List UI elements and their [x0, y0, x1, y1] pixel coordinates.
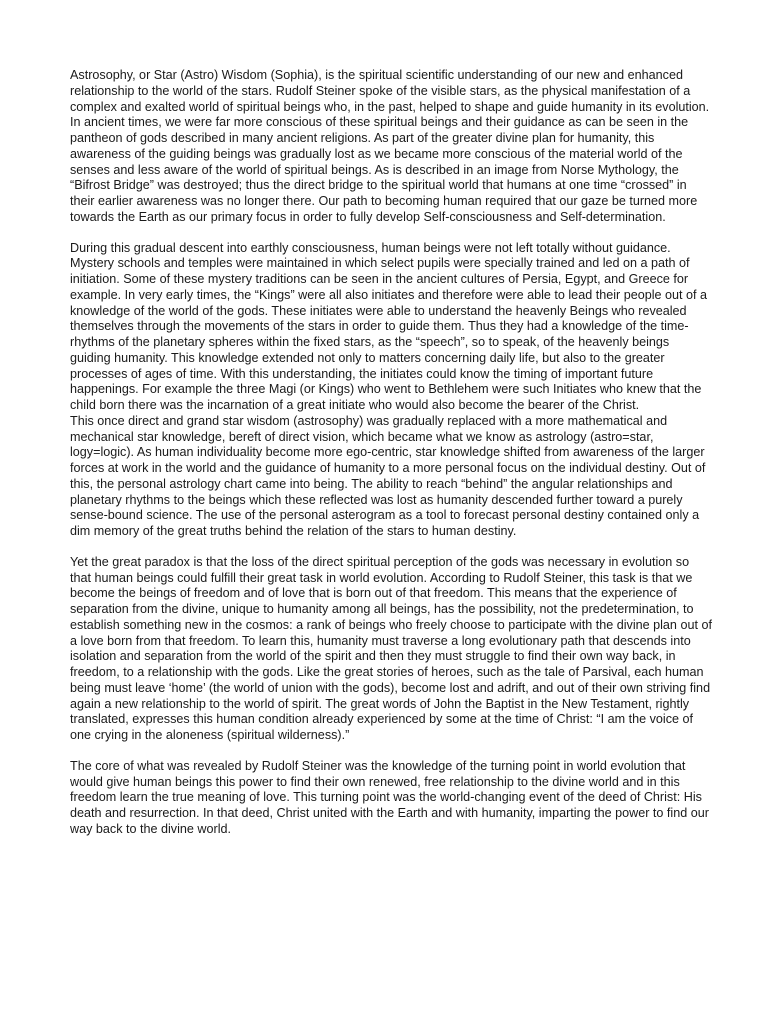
paragraph-earthly-descent: During this gradual descent into earthly consciousness, human beings were not left totally without guidance. Mystery schools and temples were maintained in which select pupils were specially trained and led on a path of initiation. Some of these mystery traditions can be seen in the ancient cultures of Persia, Egypt, and Greece for example. In very early times, the “Kings” were all also initiates and therefore were able to lead their people out of a knowledge of the world of the gods. These initiates were able to understand the heavenly Beings who revealed themselves through the movements of the stars in order to guide them. Thus they had a knowledge of the time-rhythms of the planetary spheres within the fixed stars, as the “speech”, so to speak, of the heavenly beings guiding humanity. This knowledge extended not only to matters concerning daily life, but also to the greater processes of ages of time. With this understanding, the initiates could know the timing of important future happenings. For example the three Magi (or Kings) who went to Bethlehem were such Initiates who knew that the child born there was the incarnation of a great initiate who would also become the bearer of the Christ.	[70, 240, 708, 412]
paragraph-star-wisdom-replaced: This once direct and grand star wisdom (astrosophy) was gradually replaced with a more mathematical and mechanical star knowledge, bereft of direct vision, which became what we know as astrology (astro=star, logy=logic). As human individuality become more ego-centric, star knowledge shifted from awareness of the larger forces at work in the world and the guidance of humanity to a more personal focus on the individual destiny. Out of this, the personal astrology chart came into being. The ability to reach “behind” the angular relationships and planetary rhythms to the beings which these reflected was lost as humanity descended further toward a purely sense-bound science. The use of the personal asterogram as a tool to forecast personal destiny contained only a dim memory of the great truths behind the relation of the stars to human destiny.	[70, 413, 706, 538]
paragraph-turning-point: The core of what was revealed by Rudolf Steiner was the knowledge of the turning point in world evolution that would give human beings this power to find their own renewed, free relationship to the divine world and in this freedom learn the true meaning of love. This turning point was the world-changing event of the deed of Christ: His death and resurrection. In that deed, Christ united with the Earth and with humanity, imparting the power to find our way back to the divine world.	[70, 758, 709, 836]
paragraph-great-paradox: Yet the great paradox is that the loss of the direct spiritual perception of the gods was necessary in evolution so that human beings could fulfill their great task in world evolution. According to Rudolf Steiner, this task is that we become the beings of freedom and of love that is born out of that freedom. This means that the experience of separation from the divine, unique to humanity among all beings, has the possibility, not the predetermination, to establish something new in the cosmos: a rank of beings who freely choose to participate with the divine plan out of a love born from that freedom. To learn this, humanity must traverse a long evolutionary path that descends into isolation and separation from the world of the spirit and then they must struggle to find their own way back, in freedom, to a relationship with the gods. Like the great stories of heroes, such as the tale of Parsival, each human being must leave ‘home’ (the world of union with the gods), become lost and adrift, and out of their own striving find again a new relationship to the world of spirit. The great words of John the Baptist in the New Testament, rightly translated, expresses this human condition already experienced by some at the time of Christ: “I am the voice of one crying in the aloneness (spiritual wilderness).”	[70, 554, 712, 742]
paragraph-astrosophy-intro: Astrosophy, or Star (Astro) Wisdom (Sophia), is the spiritual scientific understanding of our new and enhanced relationship to the world of the stars. Rudolf Steiner spoke of the visible stars, as the physical manifestation of a complex and exalted world of spiritual beings who, in the past, helped to shape and guide humanity in its evolution. In ancient times, we were far more conscious of these spiritual beings and their guidance as can be seen in the pantheon of gods described in many ancient religions. As part of the greater divine plan for humanity, this awareness of the guiding beings was gradually lost as we became more conscious of the material world of the senses and less aware of the world of spiritual beings. As is described in an image from Norse Mythology, the “Bifrost Bridge” was destroyed; thus the direct bridge to the spiritual world that humans at one time “crossed” in their earlier awareness was no longer there. Our path to becoming human required that our gaze be turned more towards the Earth as our primary focus in order to fully develop Self-consciousness and Self-determination.	[70, 68, 710, 224]
